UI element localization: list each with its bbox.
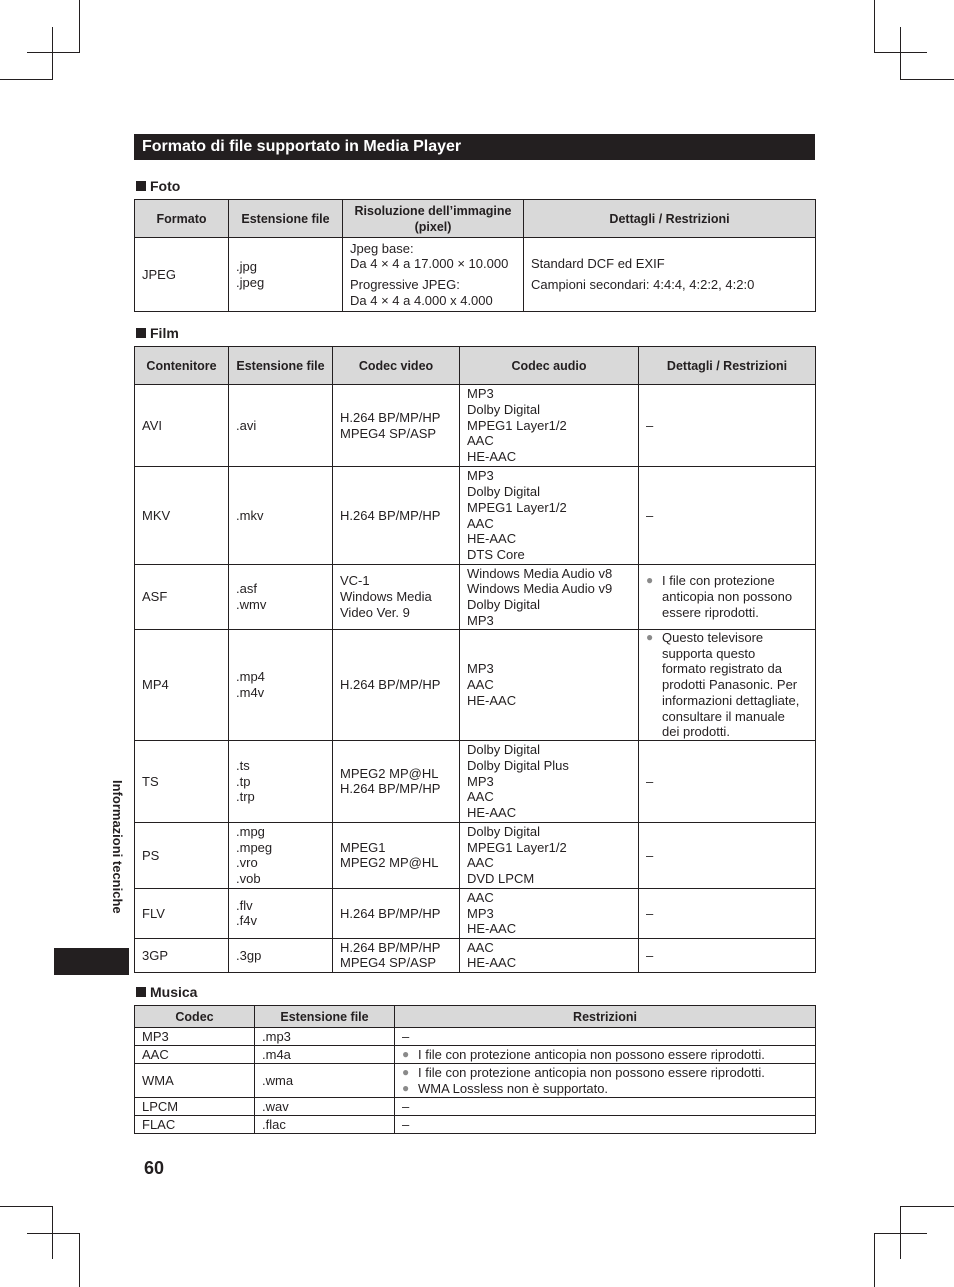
details-cell: – (639, 822, 816, 888)
details-cell: – (639, 888, 816, 938)
audio-codec-cell (460, 565, 639, 630)
crop-mark (874, 0, 875, 52)
table-row (135, 740, 816, 822)
ext-line: .avi (236, 417, 257, 433)
restrictions-cell: – (395, 1116, 816, 1134)
codec-line: Windows Media (340, 589, 432, 605)
codec-line: AAC (467, 889, 494, 905)
col-header: Codec video (333, 347, 460, 385)
col-header: Codec audio (460, 347, 639, 385)
bullet-item (646, 709, 808, 725)
crop-mark (52, 27, 53, 80)
codec-line: DVD LPCM (467, 871, 535, 887)
square-bullet-icon (136, 987, 146, 997)
codec-line: MPEG1 Layer1/2 (467, 499, 567, 515)
codec-line: H.264 BP/MP/HP (340, 781, 441, 797)
bullet-item (646, 677, 808, 693)
crop-mark (27, 52, 80, 53)
bullet-text: supporta questo (662, 645, 756, 661)
side-section-label (105, 780, 125, 940)
codec-line: MP3 (467, 612, 494, 628)
foto-title: Foto (150, 178, 181, 194)
ext-line: .vro (236, 855, 258, 871)
ext-cell (229, 630, 333, 741)
bullet-text: Questo televisore (662, 630, 764, 645)
ext-line: .trp (236, 789, 255, 805)
bullet-dot-icon: ● (402, 1080, 410, 1095)
table-row (135, 822, 816, 888)
details-cell: – (639, 385, 816, 467)
ext-line: .vob (236, 871, 261, 887)
ext-cell: .wma (255, 1064, 395, 1098)
codec-line: MPEG4 SP/ASP (340, 955, 437, 971)
table-row (135, 1098, 816, 1116)
bullet-dot-icon: ● (646, 573, 654, 588)
bullet-text: dei prodotti. (662, 724, 730, 740)
crop-mark (900, 79, 954, 80)
bullet-text: informazioni dettagliate, (662, 692, 800, 708)
bullet-text: I file con protezione (662, 573, 775, 589)
bullet-item (646, 724, 808, 740)
table-row (135, 467, 816, 565)
res-line: Da 4 × 4 a 17.000 × 10.000 (350, 256, 509, 272)
col-header: Restrizioni (395, 1006, 816, 1028)
audio-codec-cell (460, 822, 639, 888)
codec-line: MP3 (467, 468, 494, 484)
codec-line: DTS Core (467, 546, 525, 562)
table-row (135, 1064, 816, 1098)
video-codec-cell (333, 630, 460, 741)
bullet-text: I file con protezione anticopia non possono essere riprodotti. (418, 1046, 765, 1062)
film-table (134, 346, 816, 973)
crop-mark (874, 1233, 875, 1287)
codec-line: VC-1 (340, 573, 370, 589)
audio-codec-cell (460, 740, 639, 822)
ext-line: .asf (236, 581, 257, 597)
ext-cell (229, 938, 333, 972)
bullet-item (646, 661, 808, 677)
ext-line: .f4v (236, 913, 257, 929)
col-header: Dettagli / Restrizioni (524, 200, 816, 238)
codec-line: Dolby Digital (467, 484, 540, 500)
bullet-dot-icon: ● (646, 630, 654, 644)
ext-line: .mpg (236, 824, 265, 840)
codec-line: MP3 (467, 905, 494, 921)
ext-line: .jpeg (236, 274, 265, 290)
bullet-item (646, 573, 808, 589)
codec-line: MP3 (467, 773, 494, 789)
ext-line: .wmv (236, 597, 267, 612)
col-header: Contenitore (135, 347, 229, 385)
audio-codec-cell (460, 385, 639, 467)
container-cell: MKV (135, 467, 229, 565)
res-line: Progressive JPEG: (350, 277, 460, 292)
bullet-item (646, 630, 808, 646)
musica-heading (136, 984, 197, 1000)
codec-line: Dolby Digital (467, 597, 540, 612)
restrictions-cell (395, 1064, 816, 1098)
square-bullet-icon (136, 181, 146, 191)
ext-line: .jpg (236, 258, 257, 274)
ext-cell (229, 740, 333, 822)
codec-line: AAC (467, 789, 494, 805)
ext-cell (229, 467, 333, 565)
codec-line: AAC (467, 677, 494, 693)
codec-line: Video Ver. 9 (340, 604, 410, 620)
res-line: Jpeg base: (350, 240, 414, 256)
audio-codec-cell (460, 630, 639, 741)
crop-mark (900, 27, 901, 80)
bullet-item (402, 1047, 808, 1063)
codec-cell: MP3 (135, 1028, 255, 1046)
col-header: Estensione file (229, 200, 343, 238)
codec-line: H.264 BP/MP/HP (340, 409, 441, 425)
ext-line: .3gp (236, 947, 262, 963)
ext-line: .tp (236, 773, 251, 789)
bullet-item (646, 646, 808, 662)
video-codec-cell (333, 888, 460, 938)
video-codec-cell (333, 467, 460, 565)
codec-cell: FLAC (135, 1116, 255, 1134)
video-codec-cell (333, 938, 460, 972)
resolution-cell (343, 238, 524, 312)
col-header: Risoluzione dell’immagine (pixel) (343, 200, 524, 238)
ext-cell: .mp3 (255, 1028, 395, 1046)
ext-line: .mp4 (236, 669, 265, 685)
table-row (135, 888, 816, 938)
detail-line: Campioni secondari: 4:4:4, 4:2:2, 4:2:0 (531, 277, 755, 292)
ext-line: .flv (236, 897, 253, 913)
ext-cell: .flac (255, 1116, 395, 1134)
codec-line: MPEG2 MP@HL (340, 765, 439, 781)
bullet-dot-icon: ● (402, 1064, 410, 1079)
ext-line: .mkv (236, 507, 264, 523)
codec-cell: AAC (135, 1046, 255, 1064)
container-cell: ASF (135, 565, 229, 630)
restrictions-cell (395, 1046, 816, 1064)
codec-line: Dolby Digital Plus (467, 757, 569, 773)
container-cell: FLV (135, 888, 229, 938)
codec-line: MPEG4 SP/ASP (340, 425, 437, 441)
details-cell (639, 565, 816, 630)
bullet-text: anticopia non possono (662, 589, 793, 605)
bullet-text: prodotti Panasonic. Per (662, 677, 798, 693)
codec-line: HE-AAC (467, 449, 517, 465)
crop-mark (79, 0, 80, 52)
ext-line: .m4v (236, 684, 265, 700)
musica-table (134, 1005, 816, 1134)
codec-line: HE-AAC (467, 531, 517, 547)
restrictions-cell: – (395, 1028, 816, 1046)
codec-cell: LPCM (135, 1098, 255, 1116)
ext-cell (229, 565, 333, 630)
codec-line: AAC (467, 855, 494, 871)
codec-line: MPEG1 (340, 839, 386, 855)
bullet-text: I file con protezione anticopia non possono essere riprodotti. (418, 1064, 765, 1080)
musica-title: Musica (150, 984, 198, 1000)
codec-line: H.264 BP/MP/HP (340, 677, 441, 693)
codec-line: HE-AAC (467, 921, 517, 937)
crop-mark (874, 1233, 927, 1234)
ext-line: .mpeg (236, 839, 273, 855)
details-cell: – (639, 740, 816, 822)
codec-line: HE-AAC (467, 692, 517, 708)
table-row (135, 238, 816, 312)
bullet-item (646, 693, 808, 709)
col-header: Dettagli / Restrizioni (639, 347, 816, 385)
bullet-item (402, 1081, 808, 1097)
codec-line: AAC (467, 515, 494, 531)
table-row (135, 630, 816, 741)
table-row (135, 938, 816, 972)
codec-line: HE-AAC (467, 804, 517, 820)
codec-line: AAC (467, 433, 494, 449)
codec-line: MP3 (467, 661, 494, 677)
crop-mark (0, 79, 53, 80)
crop-mark (900, 1206, 954, 1207)
audio-codec-cell (460, 938, 639, 972)
bullet-text: consultare il manuale (662, 708, 785, 724)
crop-mark (0, 1206, 53, 1207)
audio-codec-cell (460, 888, 639, 938)
codec-line: MPEG1 Layer1/2 (467, 417, 567, 433)
codec-line: H.264 BP/MP/HP (340, 905, 441, 921)
ext-cell (229, 238, 343, 312)
bullet-text: formato registrato da (662, 661, 782, 677)
video-codec-cell (333, 385, 460, 467)
ext-cell (229, 888, 333, 938)
codec-line: Windows Media Audio v9 (467, 581, 613, 597)
codec-line: AAC (467, 939, 494, 955)
details-cell (639, 630, 816, 741)
ext-cell: .m4a (255, 1046, 395, 1064)
ext-line: .ts (236, 757, 250, 773)
codec-line: H.264 BP/MP/HP (340, 939, 441, 955)
square-bullet-icon (136, 328, 146, 338)
codec-line: Dolby Digital (467, 742, 540, 758)
codec-line: MPEG1 Layer1/2 (467, 839, 567, 855)
bullet-text: WMA Lossless non è supportato. (418, 1080, 609, 1096)
bullet-item (646, 589, 808, 605)
ext-cell: .wav (255, 1098, 395, 1116)
foto-heading (136, 178, 180, 194)
table-row (135, 385, 816, 467)
codec-line: Dolby Digital (467, 824, 540, 840)
video-codec-cell (333, 740, 460, 822)
container-cell: PS (135, 822, 229, 888)
restrictions-cell: – (395, 1098, 816, 1116)
video-codec-cell (333, 565, 460, 630)
side-tab-marker (54, 948, 129, 975)
page-number: 60 (144, 1158, 165, 1178)
foto-table (134, 199, 816, 312)
ext-cell (229, 385, 333, 467)
codec-cell: WMA (135, 1064, 255, 1098)
section-header: Formato di file supportato in Media Player (134, 134, 815, 160)
film-title: Film (150, 325, 179, 341)
container-cell: TS (135, 740, 229, 822)
container-cell: MP4 (135, 630, 229, 741)
crop-mark (79, 1233, 80, 1287)
container-cell: AVI (135, 385, 229, 467)
bullet-item (402, 1065, 808, 1081)
table-row (135, 1028, 816, 1046)
audio-codec-cell (460, 467, 639, 565)
table-row (135, 1116, 816, 1134)
col-header: Estensione file (229, 347, 333, 385)
details-cell: – (639, 938, 816, 972)
details-cell: – (639, 467, 816, 565)
codec-line: MP3 (467, 386, 494, 402)
table-row (135, 1046, 816, 1064)
container-cell: 3GP (135, 938, 229, 972)
col-header: Codec (135, 1006, 255, 1028)
crop-mark (27, 1233, 80, 1234)
table-row (135, 565, 816, 630)
codec-line: HE-AAC (467, 955, 517, 971)
detail-line: Standard DCF ed EXIF (531, 256, 665, 272)
codec-line: H.264 BP/MP/HP (340, 507, 441, 523)
video-codec-cell (333, 822, 460, 888)
codec-line: Windows Media Audio v8 (467, 565, 613, 581)
format-cell: JPEG (135, 238, 229, 312)
codec-line: MPEG2 MP@HL (340, 855, 439, 871)
film-heading (136, 325, 179, 341)
side-label-text: Informazioni tecniche (110, 780, 125, 914)
res-line: Da 4 × 4 a 4.000 x 4.000 (350, 292, 493, 308)
details-cell (524, 238, 816, 312)
col-header: Formato (135, 200, 229, 238)
col-header: Estensione file (255, 1006, 395, 1028)
bullet-item (646, 605, 808, 621)
bullet-text: essere riprodotti. (662, 604, 759, 620)
codec-line: Dolby Digital (467, 401, 540, 417)
bullet-dot-icon: ● (402, 1046, 410, 1061)
ext-cell (229, 822, 333, 888)
